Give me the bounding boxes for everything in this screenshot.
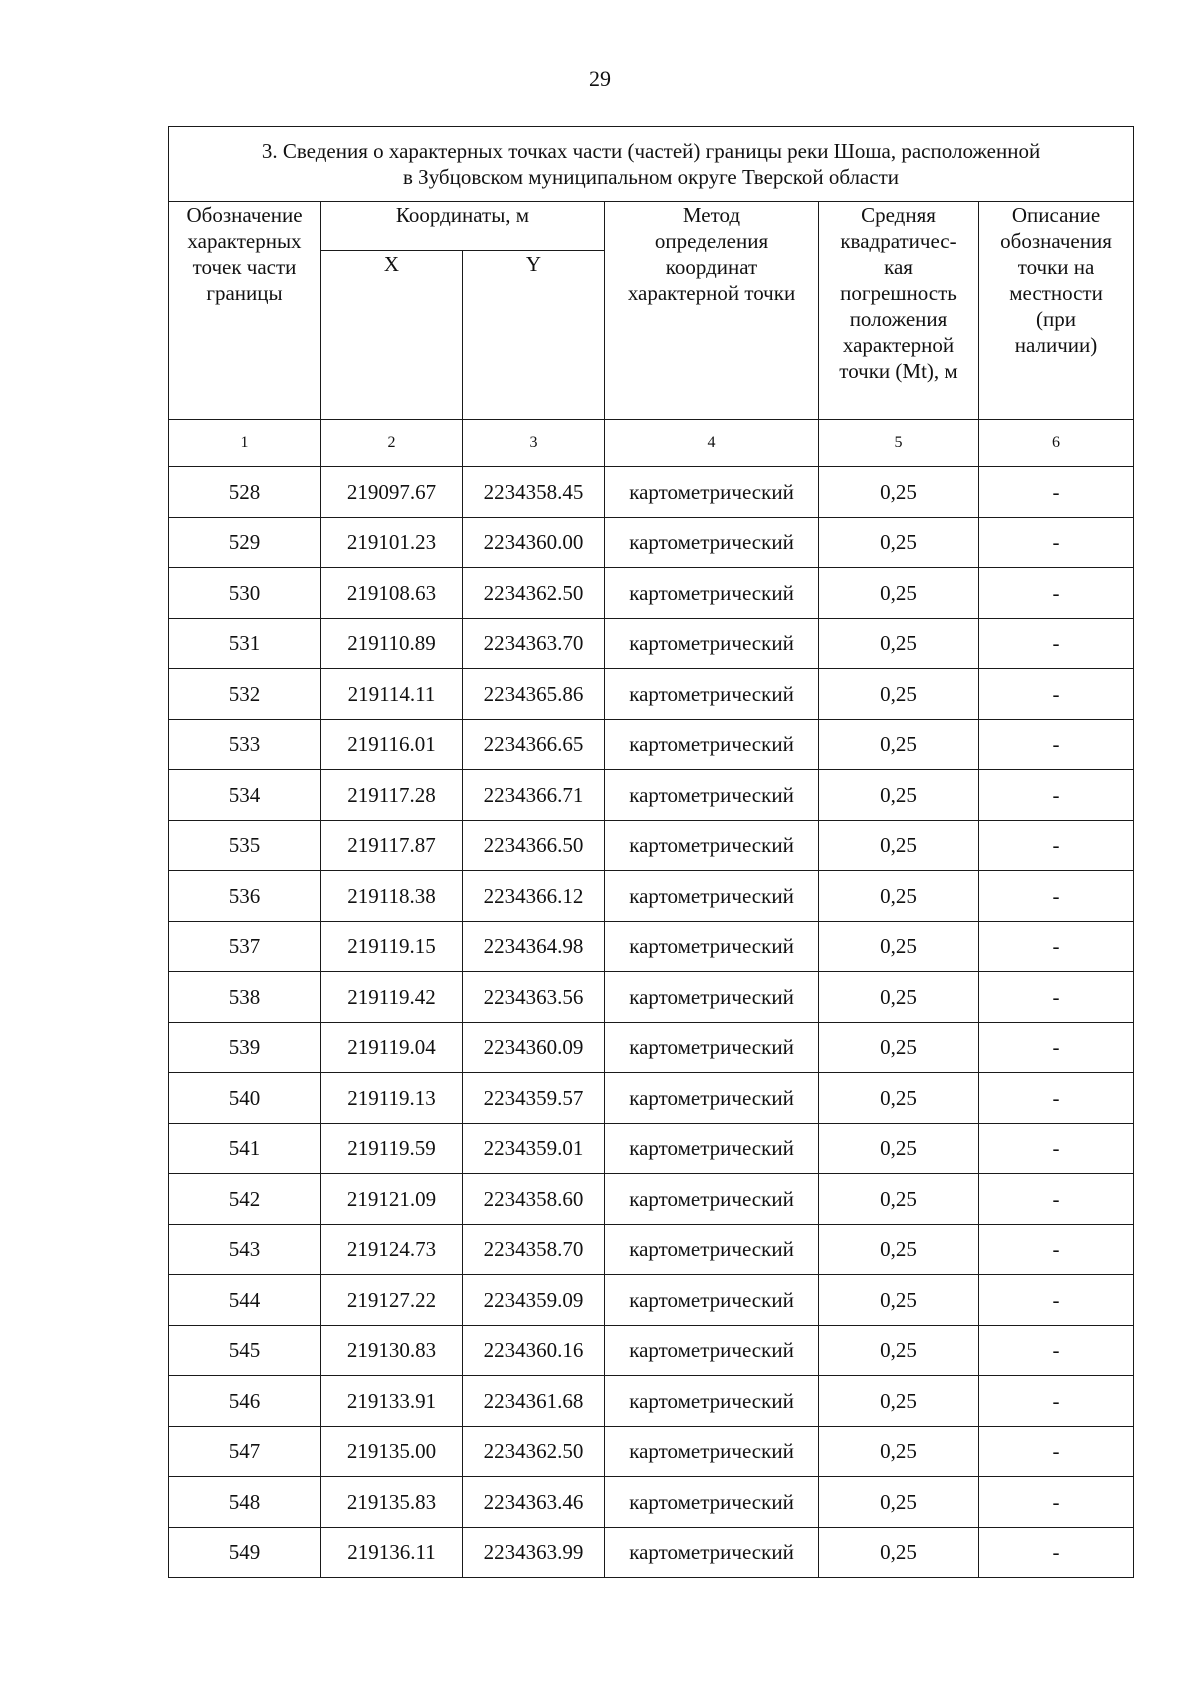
cell-coord-x: 219097.67 bbox=[321, 467, 463, 518]
header-coordinates: Координаты, м bbox=[321, 202, 605, 251]
cell-mean-square-error: 0,25 bbox=[819, 669, 979, 720]
cell-method: картометрический bbox=[605, 1426, 819, 1477]
cell-mean-square-error: 0,25 bbox=[819, 871, 979, 922]
cell-coord-y: 2234363.99 bbox=[463, 1527, 605, 1578]
cell-method: картометрический bbox=[605, 618, 819, 669]
cell-mean-square-error: 0,25 bbox=[819, 1123, 979, 1174]
table-title-line-1: 3. Сведения о характерных точках части (частей) границы реки Шоша, расположенной bbox=[261, 139, 1041, 163]
table-row bbox=[169, 669, 1134, 720]
cell-method: картометрический bbox=[605, 1325, 819, 1376]
cell-method: картометрический bbox=[605, 770, 819, 821]
cell-coord-x: 219127.22 bbox=[321, 1275, 463, 1326]
cell-point-id: 548 bbox=[169, 1477, 321, 1528]
cell-mean-square-error: 0,25 bbox=[819, 770, 979, 821]
cell-mean-square-error: 0,25 bbox=[819, 820, 979, 871]
cell-mean-square-error: 0,25 bbox=[819, 1376, 979, 1427]
cell-description: - bbox=[979, 972, 1134, 1023]
cell-point-id: 528 bbox=[169, 467, 321, 518]
table-row bbox=[169, 1174, 1134, 1225]
cell-coord-y: 2234363.70 bbox=[463, 618, 605, 669]
cell-mean-square-error: 0,25 bbox=[819, 921, 979, 972]
cell-coord-y: 2234360.09 bbox=[463, 1022, 605, 1073]
cell-mean-square-error: 0,25 bbox=[819, 1426, 979, 1477]
cell-point-id: 549 bbox=[169, 1527, 321, 1578]
cell-coord-x: 219119.59 bbox=[321, 1123, 463, 1174]
table-row bbox=[169, 1275, 1134, 1326]
cell-point-id: 541 bbox=[169, 1123, 321, 1174]
header-x: X bbox=[321, 251, 463, 420]
cell-point-id: 544 bbox=[169, 1275, 321, 1326]
cell-mean-square-error: 0,25 bbox=[819, 1174, 979, 1225]
cell-method: картометрический bbox=[605, 1376, 819, 1427]
table-row bbox=[169, 1376, 1134, 1427]
table-row bbox=[169, 1325, 1134, 1376]
table-row bbox=[169, 719, 1134, 770]
cell-point-id: 535 bbox=[169, 820, 321, 871]
cell-point-id: 538 bbox=[169, 972, 321, 1023]
cell-description: - bbox=[979, 1527, 1134, 1578]
cell-method: картометрический bbox=[605, 1123, 819, 1174]
cell-point-id: 537 bbox=[169, 921, 321, 972]
cell-mean-square-error: 0,25 bbox=[819, 1325, 979, 1376]
table-row bbox=[169, 517, 1134, 568]
cell-coord-x: 219135.83 bbox=[321, 1477, 463, 1528]
page-number: 29 bbox=[589, 66, 611, 91]
cell-coord-x: 219108.63 bbox=[321, 568, 463, 619]
cell-coord-x: 219119.15 bbox=[321, 921, 463, 972]
cell-description: - bbox=[979, 1123, 1134, 1174]
cell-mean-square-error: 0,25 bbox=[819, 1275, 979, 1326]
cell-description: - bbox=[979, 1224, 1134, 1275]
column-number: 1 bbox=[169, 420, 321, 467]
cell-coord-y: 2234363.56 bbox=[463, 972, 605, 1023]
cell-point-id: 529 bbox=[169, 517, 321, 568]
cell-method: картометрический bbox=[605, 1527, 819, 1578]
cell-description: - bbox=[979, 1325, 1134, 1376]
cell-mean-square-error: 0,25 bbox=[819, 972, 979, 1023]
cell-coord-x: 219135.00 bbox=[321, 1426, 463, 1477]
cell-description: - bbox=[979, 618, 1134, 669]
column-number: 5 bbox=[819, 420, 979, 467]
cell-description: - bbox=[979, 1275, 1134, 1326]
header-method: Метод определения координат характерной точки bbox=[605, 202, 819, 420]
cell-coord-x: 219119.04 bbox=[321, 1022, 463, 1073]
cell-coord-y: 2234358.45 bbox=[463, 467, 605, 518]
cell-point-id: 533 bbox=[169, 719, 321, 770]
boundary-points-table bbox=[168, 126, 1134, 1578]
cell-coord-x: 219117.87 bbox=[321, 820, 463, 871]
table-row bbox=[169, 1224, 1134, 1275]
table-row bbox=[169, 820, 1134, 871]
cell-mean-square-error: 0,25 bbox=[819, 719, 979, 770]
cell-description: - bbox=[979, 517, 1134, 568]
cell-method: картометрический bbox=[605, 719, 819, 770]
table-row bbox=[169, 871, 1134, 922]
cell-coord-y: 2234359.57 bbox=[463, 1073, 605, 1124]
header-row-1 bbox=[169, 202, 1134, 251]
cell-method: картометрический bbox=[605, 972, 819, 1023]
table-row bbox=[169, 568, 1134, 619]
cell-method: картометрический bbox=[605, 669, 819, 720]
cell-description: - bbox=[979, 1022, 1134, 1073]
cell-method: картометрический bbox=[605, 517, 819, 568]
cell-coord-y: 2234361.68 bbox=[463, 1376, 605, 1427]
cell-point-id: 536 bbox=[169, 871, 321, 922]
cell-mean-square-error: 0,25 bbox=[819, 1073, 979, 1124]
column-number: 3 bbox=[463, 420, 605, 467]
cell-mean-square-error: 0,25 bbox=[819, 467, 979, 518]
cell-coord-x: 219118.38 bbox=[321, 871, 463, 922]
cell-coord-y: 2234366.12 bbox=[463, 871, 605, 922]
cell-coord-x: 219136.11 bbox=[321, 1527, 463, 1578]
cell-coord-y: 2234366.71 bbox=[463, 770, 605, 821]
cell-coord-y: 2234366.50 bbox=[463, 820, 605, 871]
cell-method: картометрический bbox=[605, 921, 819, 972]
table-row bbox=[169, 1123, 1134, 1174]
cell-mean-square-error: 0,25 bbox=[819, 1224, 979, 1275]
cell-mean-square-error: 0,25 bbox=[819, 1527, 979, 1578]
cell-coord-x: 219130.83 bbox=[321, 1325, 463, 1376]
cell-coord-y: 2234362.50 bbox=[463, 568, 605, 619]
table-title bbox=[169, 127, 1134, 202]
cell-point-id: 540 bbox=[169, 1073, 321, 1124]
column-numbers-row bbox=[169, 420, 1134, 467]
cell-method: картометрический bbox=[605, 1174, 819, 1225]
cell-coord-x: 219116.01 bbox=[321, 719, 463, 770]
cell-description: - bbox=[979, 1477, 1134, 1528]
cell-coord-x: 219133.91 bbox=[321, 1376, 463, 1427]
cell-coord-y: 2234364.98 bbox=[463, 921, 605, 972]
table-row bbox=[169, 1073, 1134, 1124]
cell-mean-square-error: 0,25 bbox=[819, 517, 979, 568]
column-number: 6 bbox=[979, 420, 1134, 467]
cell-description: - bbox=[979, 770, 1134, 821]
header-point-designation: Обозначение характерных точек части границы bbox=[169, 202, 321, 420]
cell-point-id: 542 bbox=[169, 1174, 321, 1225]
cell-mean-square-error: 0,25 bbox=[819, 568, 979, 619]
cell-coord-x: 219121.09 bbox=[321, 1174, 463, 1225]
cell-mean-square-error: 0,25 bbox=[819, 618, 979, 669]
cell-description: - bbox=[979, 1174, 1134, 1225]
table-title-line-2: в Зубцовском муниципальном округе Тверской области bbox=[403, 165, 900, 189]
cell-coord-x: 219124.73 bbox=[321, 1224, 463, 1275]
table-row bbox=[169, 921, 1134, 972]
table-row bbox=[169, 972, 1134, 1023]
cell-description: - bbox=[979, 1376, 1134, 1427]
table-row bbox=[169, 618, 1134, 669]
header-description: Описание обозначения точки на местности (при наличии) bbox=[979, 202, 1134, 420]
table-row bbox=[169, 1477, 1134, 1528]
cell-description: - bbox=[979, 1426, 1134, 1477]
cell-coord-y: 2234360.00 bbox=[463, 517, 605, 568]
cell-point-id: 547 bbox=[169, 1426, 321, 1477]
cell-coord-y: 2234362.50 bbox=[463, 1426, 605, 1477]
cell-method: картометрический bbox=[605, 1022, 819, 1073]
cell-coord-y: 2234358.60 bbox=[463, 1174, 605, 1225]
cell-coord-y: 2234363.46 bbox=[463, 1477, 605, 1528]
cell-method: картометрический bbox=[605, 467, 819, 518]
table-title-row bbox=[169, 127, 1134, 202]
cell-coord-x: 219117.28 bbox=[321, 770, 463, 821]
table-row bbox=[169, 467, 1134, 518]
cell-method: картометрический bbox=[605, 871, 819, 922]
cell-point-id: 530 bbox=[169, 568, 321, 619]
cell-description: - bbox=[979, 568, 1134, 619]
cell-description: - bbox=[979, 820, 1134, 871]
table-row bbox=[169, 1426, 1134, 1477]
header-y: Y bbox=[463, 251, 605, 420]
cell-point-id: 543 bbox=[169, 1224, 321, 1275]
cell-coord-y: 2234358.70 bbox=[463, 1224, 605, 1275]
cell-point-id: 539 bbox=[169, 1022, 321, 1073]
cell-coord-x: 219119.13 bbox=[321, 1073, 463, 1124]
cell-coord-y: 2234366.65 bbox=[463, 719, 605, 770]
header-mean-square-error: Средняя квадратичес- кая погрешность положения характерной точки (Mt), м bbox=[819, 202, 979, 420]
cell-description: - bbox=[979, 1073, 1134, 1124]
cell-point-id: 546 bbox=[169, 1376, 321, 1427]
cell-point-id: 532 bbox=[169, 669, 321, 720]
cell-coord-y: 2234359.09 bbox=[463, 1275, 605, 1326]
cell-description: - bbox=[979, 669, 1134, 720]
cell-method: картометрический bbox=[605, 568, 819, 619]
cell-description: - bbox=[979, 871, 1134, 922]
cell-description: - bbox=[979, 921, 1134, 972]
cell-coord-x: 219110.89 bbox=[321, 618, 463, 669]
cell-description: - bbox=[979, 719, 1134, 770]
cell-point-id: 545 bbox=[169, 1325, 321, 1376]
cell-method: картометрический bbox=[605, 1477, 819, 1528]
cell-coord-y: 2234360.16 bbox=[463, 1325, 605, 1376]
cell-method: картометрический bbox=[605, 820, 819, 871]
cell-method: картометрический bbox=[605, 1073, 819, 1124]
table-row bbox=[169, 1022, 1134, 1073]
cell-description: - bbox=[979, 467, 1134, 518]
cell-coord-x: 219119.42 bbox=[321, 972, 463, 1023]
column-number: 4 bbox=[605, 420, 819, 467]
cell-coord-x: 219101.23 bbox=[321, 517, 463, 568]
cell-coord-x: 219114.11 bbox=[321, 669, 463, 720]
cell-mean-square-error: 0,25 bbox=[819, 1477, 979, 1528]
cell-mean-square-error: 0,25 bbox=[819, 1022, 979, 1073]
cell-method: картометрический bbox=[605, 1224, 819, 1275]
table-row bbox=[169, 1527, 1134, 1578]
cell-coord-y: 2234359.01 bbox=[463, 1123, 605, 1174]
cell-method: картометрический bbox=[605, 1275, 819, 1326]
column-number: 2 bbox=[321, 420, 463, 467]
cell-point-id: 534 bbox=[169, 770, 321, 821]
cell-coord-y: 2234365.86 bbox=[463, 669, 605, 720]
table-row bbox=[169, 770, 1134, 821]
cell-point-id: 531 bbox=[169, 618, 321, 669]
